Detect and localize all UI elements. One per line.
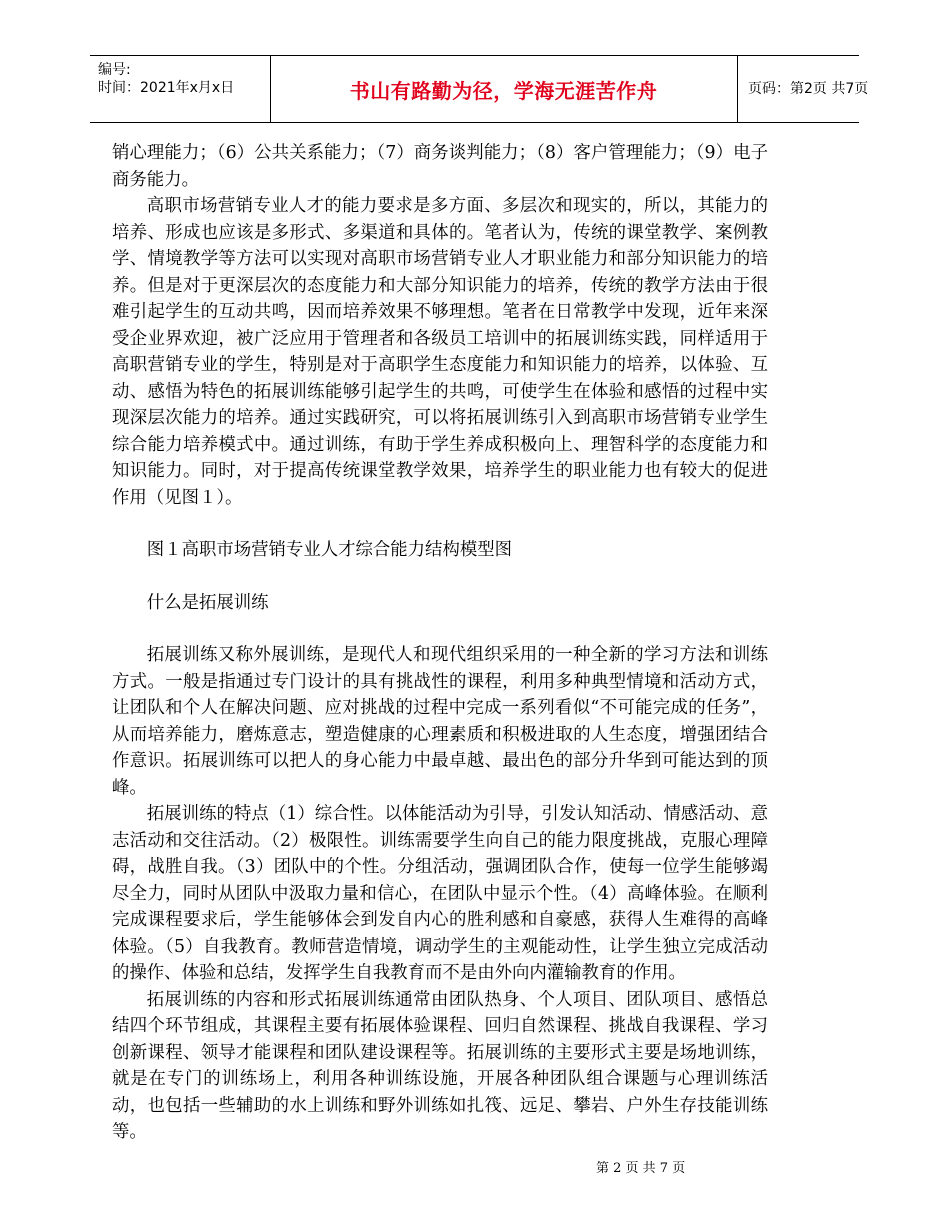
header-page-cell — [738, 56, 869, 122]
header-meta-cell — [90, 56, 271, 122]
page-header — [90, 55, 869, 123]
paragraph-definition: 拓展训练又称外展训练，是现代人和现代组织采用的一种全新的学习方法和训练方式。一般是指通过专门设计的具有挑战性的课程，利用多种典型情境和活动方式，让团队和个人在解决问题、应对挑战的过程中完成一系列看似“不可能完成的任务”，从而培养能力，磨炼意志，塑造健康的心理素质和积极进取的人生态度，增强团结合作意识。拓展训练可以把人的身心能力中最卓越、最出色的部分升华到可能达到的顶峰。 — [112, 645, 768, 798]
paragraph-1: 销心理能力；（6）公共关系能力；（7）商务谈判能力；（8）客户管理能力；（9）电子商务能力。 — [112, 143, 768, 190]
motto-text: 书山有路勤为径，学海无涯苦作舟 — [349, 79, 658, 103]
paragraph-content-forms: 拓展训练的内容和形式拓展训练通常由团队热身、个人项目、团队项目、感悟总结四个环节组成，其课程主要有拓展体验课程、回归自然课程、挑战自我课程、学习创新课程、领导才能课程和团队建设课程等。拓展训练的主要形式主要是场地训练，就是在专门的训练场上，利用各种训练设施，开展各种团队组合课题与心理训练活动，也包括一些辅助的水上训练和野外训练如扎筏、远足、攀岩、户外生存技能训练等。 — [112, 989, 768, 1142]
paragraph-features: 拓展训练的特点（1）综合性。以体能活动为引导，引发认知活动、情感活动、意志活动和交往活动。（2）极限性。训练需要学生向自己的能力限度挑战，克服心理障碍，战胜自我。（3）团队中的个性。分组活动，强调团队合作，使每一位学生能够竭尽全力，同时从团队中汲取力量和信心，在团队中显示个性。（4）高峰体验。在顺利完成课程要求后，学生能够体会到发自内心的胜利感和自豪感，获得人生难得的高峰体验。（5）自我教育。教师营造情境，调动学生的主观能动性，让学生独立完成活动的操作、体验和总结，发挥学生自我教育而不是由外向内灌输教育的作用。 — [112, 804, 768, 983]
document-body — [112, 140, 768, 1146]
paragraph-2: 高职市场营销专业人才的能力要求是多方面、多层次和现实的，所以，其能力的培养、形成也应该是多形式、多渠道和具体的。笔者认为，传统的课堂教学、案例教学、情境教学等方法可以实现对高职市场营销专业人才职业能力和部分知识能力的培养。但是对于更深层次的态度能力和大部分知识能力的培养，传统的教学方法由于很难引起学生的互动共鸣，因而培养效果不够理想。笔者在日常教学中发现，近年来深受企业界欢迎，被广泛应用于管理者和各级员工培训中的拓展训练实践，同样适用于高职营销专业的学生，特别是对于高职学生态度能力和知识能力的培养，以体验、互动、感悟为特色的拓展训练能够引起学生的共鸣，可使学生在体验和感悟的过程中实现深层次能力的培养。通过实践研究，可以将拓展训练引入到高职市场营销专业学生综合能力培养模式中。通过训练，有助于学生养成积极向上、理智科学的态度能力和知识能力。同时，对于提高传统课堂教学效果，培养学生的职业能力也有较大的促进作用（见图１）。 — [112, 196, 768, 508]
header-page-label: 页码：第2页 共7页 — [748, 81, 869, 97]
section-heading: 什么是拓展训练 — [146, 592, 269, 613]
number-label: 编号: — [98, 62, 131, 78]
date-label: 时间：2021年x月x日 — [98, 80, 235, 96]
page-footer: 第 2 页 共 7 页 — [596, 1161, 686, 1176]
header-motto-cell — [270, 56, 738, 122]
figure-caption: 图１高职市场营销专业人才综合能力结构模型图 — [146, 540, 513, 560]
